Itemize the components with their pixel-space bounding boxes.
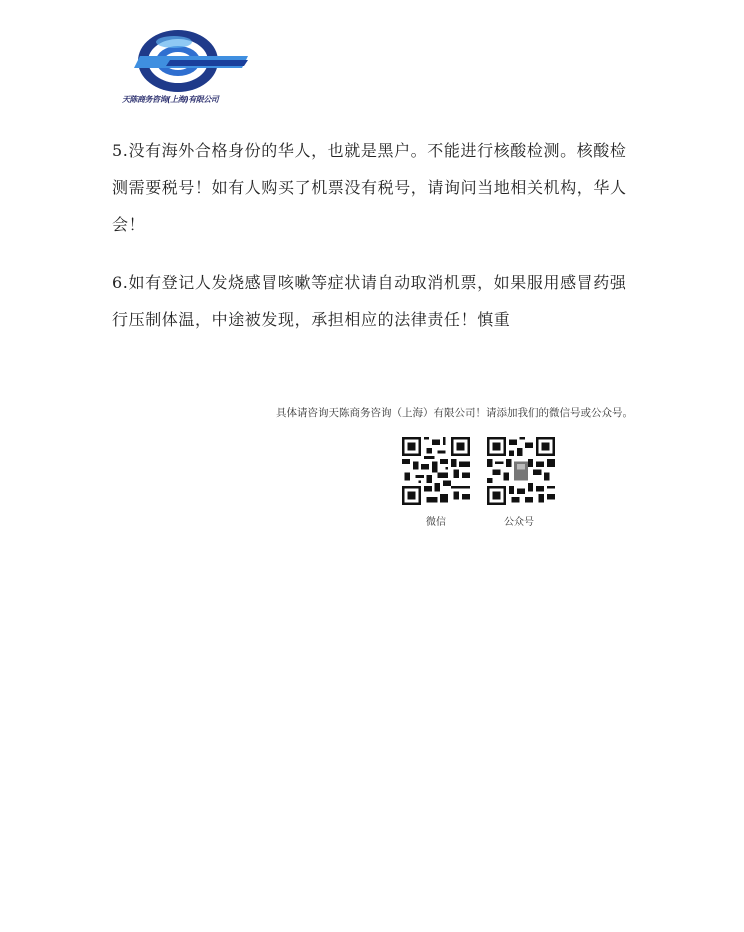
wechat-qr-label: 微信 [426, 517, 446, 528]
company-logo [122, 26, 254, 108]
public-account-qr-code-icon [487, 437, 555, 505]
paragraph-5: 5.没有海外合格身份的华人，也就是黑户。不能进行核酸检测。核酸检测需要税号！如有人购买了机票没有税号，请询问当地相关机构，华人会！ [112, 141, 627, 234]
company-logo-icon [130, 26, 248, 96]
public-account-qr-label: 公众号 [504, 517, 534, 528]
contact-text: 具体请咨询天陈商务咨询（上海）有限公司！请添加我们的微信号或公众号。 [276, 407, 633, 419]
contact-block [276, 405, 646, 535]
logo-caption: 天陈商务咨询(上海)有限公司 [122, 95, 219, 104]
paragraph-6: 6.如有登记人发烧感冒咳嗽等症状请自动取消机票，如果服用感冒药强行压制体温，中途被发现，承担相应的法律责任！慎重 [112, 273, 627, 329]
wechat-qr-code-icon [402, 437, 470, 505]
